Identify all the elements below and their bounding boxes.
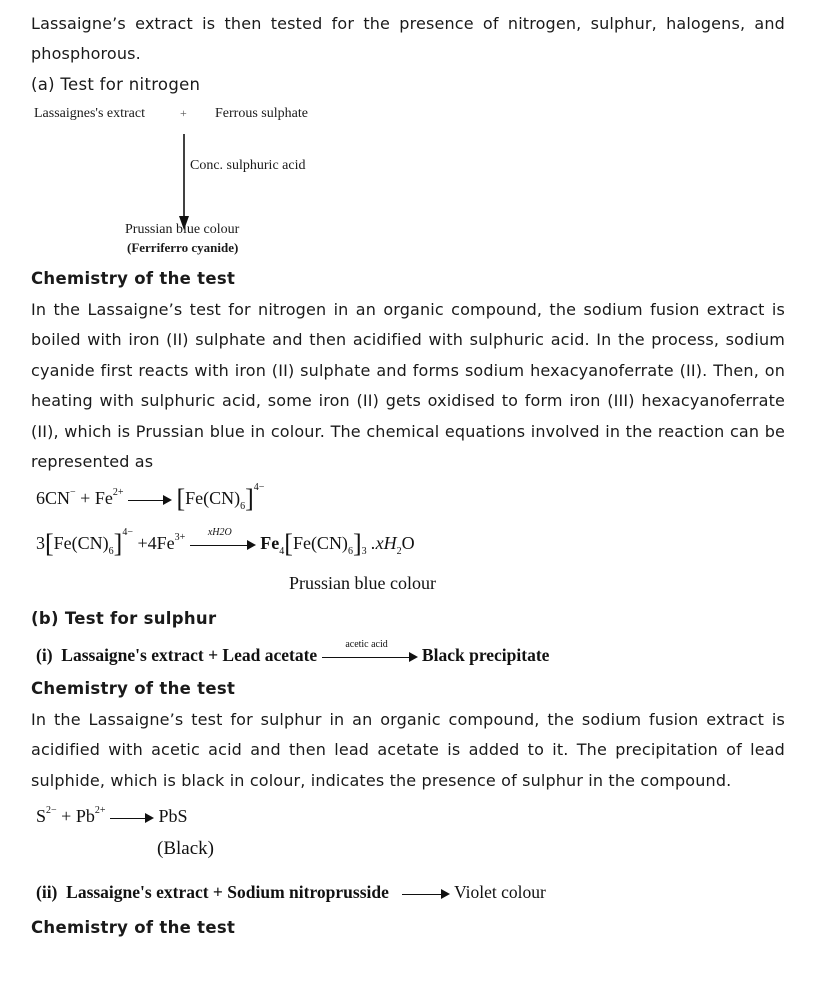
equation-cyanide-ferrocyanide: $6CN^- + Fe^{2+}$ $[Fe(CN)_6]^{4-}$ (36, 482, 265, 513)
right-arrow-icon: xH2O (190, 538, 256, 552)
equation-prussian-blue: $3[Fe(CN)_6]^{4-} +4Fe^{3+}$ xH2O $Fe_4[Fe(CN)_6]_3$ $.xH_2O$ (36, 526, 415, 558)
nitrogen-explanation: In the Lassaigne’s test for nitrogen in an organic compound, the sodium fusion extract is boiled with iron (II) sulphate and then acidified with sulphuric acid. In the process, sodium cyanide first reacts with iron (II) sulphate and forms sodium hexacyanoferrate (II). Then, on heating with sulphuric acid, some iron (II) gets oxidised to form iron (III) hexacyanoferrate (II), which is Prussian blue in colour. The chemical equations involved in the reaction can be represented as (31, 300, 785, 472)
nitrogen-test-diagram (31, 100, 361, 265)
sulphur-explanation: In the Lassaigne’s test for sulphur in an organic compound, the sodium fusion extract is acidified with acetic acid and then lead acetate is added to it. The precipitation of lead sulphide, which is black in colour, indicates the presence of sulphur in the compound. (31, 710, 785, 790)
down-arrow-icon (177, 134, 191, 234)
product-prussian-blue: Prussian blue colour (125, 222, 240, 237)
heading-chemistry-nitroprusside: Chemistry of the test (31, 918, 236, 937)
right-arrow-icon (128, 493, 172, 507)
black-label: (Black) (157, 838, 214, 859)
heading-chemistry-nitrogen: Chemistry of the test (31, 269, 236, 288)
equation-nitroprusside: (ii) Lassaigne's extract + Sodium nitroprusside Violet colour (36, 882, 546, 902)
reactant-lassaigne: Lassaignes's extract (34, 106, 145, 121)
heading-test-nitrogen: (a) Test for nitrogen (31, 75, 201, 94)
plus-sign: + (180, 106, 187, 120)
prussian-blue-label: Prussian blue colour (289, 573, 436, 593)
heading-chemistry-sulphur: Chemistry of the test (31, 679, 236, 698)
right-arrow-icon (402, 887, 450, 901)
right-arrow-icon: acetic acid (322, 650, 418, 664)
heading-test-sulphur: (b) Test for sulphur (31, 609, 217, 628)
reagent-conc-sulphuric-acid: Conc. sulphuric acid (190, 158, 306, 173)
equation-lead-sulphide: $S^{2-} + Pb^{2+}$ PbS (36, 805, 188, 826)
intro-paragraph: Lassaigne’s extract is then tested for the presence of nitrogen, sulphur, halogens, and phosphorous. (31, 14, 785, 64)
right-arrow-icon (110, 811, 154, 825)
equation-lead-acetate: (i) Lassaigne's extract + Lead acetate acetic acid Black precipitate (36, 638, 550, 665)
reactant-ferrous-sulphate: Ferrous sulphate (215, 106, 308, 121)
product-ferriferro-cyanide: (Ferriferro cyanide) (127, 240, 239, 255)
